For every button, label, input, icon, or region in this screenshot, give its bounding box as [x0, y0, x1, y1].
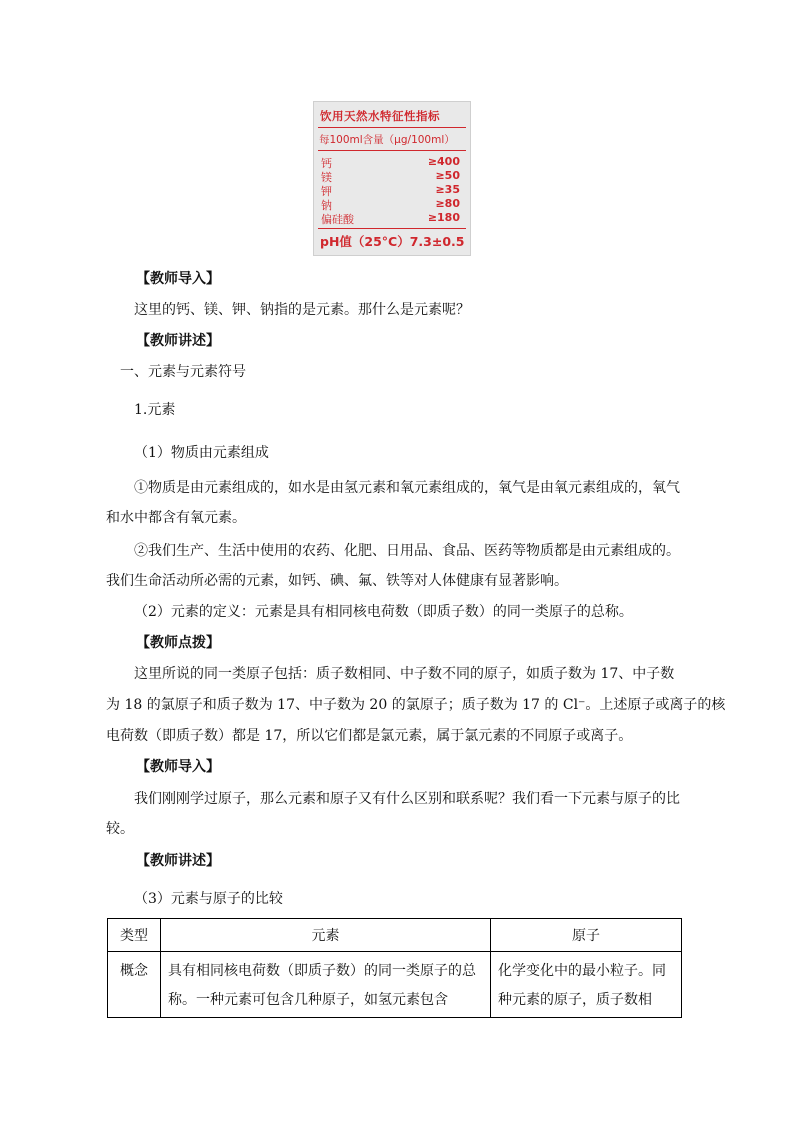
label-row-name: 钙: [321, 157, 332, 170]
subsection-title: （1）物质由元素组成: [134, 445, 269, 461]
label-row-name: 镁: [321, 171, 332, 184]
section-heading: 【教师导入】: [136, 759, 220, 775]
table-header-cell: 元素: [161, 919, 491, 952]
label-title: 饮用天然水特征性指标: [320, 109, 440, 123]
paragraph-line: ②我们生产、生活中使用的农药、化肥、日用品、食品、医药等物质都是由元素组成的。: [134, 543, 680, 559]
paragraph-line: 电荷数（即质子数）都是 17，所以它们都是氯元素，属于氯元素的不同原子或离子。: [106, 728, 633, 744]
section-heading: 【教师点拨】: [136, 635, 220, 651]
paragraph: 这里的钙、镁、钾、钠指的是元素。那什么是元素呢？: [134, 302, 470, 318]
label-row: [321, 211, 460, 225]
label-row-value: ≥80: [435, 197, 460, 210]
subsection-title: 1.元素: [134, 402, 176, 418]
label-divider: [318, 150, 466, 151]
cell-line: 化学变化中的最小粒子。同: [498, 963, 666, 979]
paragraph-line: 为 18 的氯原子和质子数为 17、中子数为 20 的氯原子；质子数为 17 的 Cl⁻。上述原子或离子的核: [106, 697, 726, 713]
label-divider: [318, 127, 466, 128]
paragraph: （2）元素的定义：元素是具有相同核电荷数（即质子数）的同一类原子的总称。: [134, 604, 633, 620]
paragraph-line: 我们刚刚学过原子，那么元素和原子又有什么区别和联系呢？我们看一下元素与原子的比: [134, 791, 680, 807]
paragraph-line: ①物质是由元素组成的，如水是由氢元素和氧元素组成的，氧气是由氧元素组成的，氧气: [134, 480, 680, 496]
label-row-name: 钠: [321, 199, 332, 212]
paragraph-line: 这里所说的同一类原子包括：质子数相同、中子数不同的原子，如质子数为 17、中子数: [134, 666, 675, 682]
section-heading: 【教师讲述】: [136, 333, 220, 349]
table-row: [108, 952, 682, 1018]
label-row: [321, 183, 460, 197]
label-subtitle: 每100ml含量（μg/100ml）: [319, 134, 455, 146]
table-header-cell: 原子: [491, 919, 682, 952]
label-ph-value: pH值（25°C）7.3±0.5: [320, 234, 465, 249]
subsection-title: （3）元素与原子的比较: [134, 891, 283, 907]
element-atom-comparison-table: [107, 918, 682, 1018]
paragraph-line: 我们生命活动所必需的元素，如钙、碘、氟、铁等对人体健康有显著影响。: [106, 573, 568, 589]
table-header-row: [108, 919, 682, 952]
label-row-value: ≥400: [427, 155, 460, 168]
label-row-name: 钾: [321, 185, 332, 198]
label-row: [321, 155, 460, 169]
table-row-label: 概念: [108, 952, 161, 1018]
label-row-value: ≥180: [427, 211, 460, 224]
label-row: [321, 197, 460, 211]
mineral-water-label-photo: [313, 101, 471, 256]
paragraph-line: 和水中都含有氧元素。: [106, 510, 246, 526]
paragraph-line: 较。: [106, 821, 134, 837]
label-row-name: 偏硅酸: [321, 213, 354, 226]
section-title: 一、元素与元素符号: [120, 364, 246, 380]
table-header-cell: 类型: [108, 919, 161, 952]
cell-line: 具有相同核电荷数（即质子数）的同一类原子的总: [168, 963, 476, 979]
table-cell-atom: [491, 952, 682, 1018]
section-heading: 【教师讲述】: [136, 853, 220, 869]
label-row-value: ≥35: [435, 183, 460, 196]
table-cell-element: [161, 952, 491, 1018]
cell-line: 称。一种元素可包含几种原子，如氢元素包含: [168, 992, 448, 1008]
label-row-value: ≥50: [435, 169, 460, 182]
cell-line: 种元素的原子，质子数相: [498, 992, 652, 1008]
label-row: [321, 169, 460, 183]
section-heading: 【教师导入】: [136, 271, 220, 287]
label-divider: [318, 228, 466, 229]
